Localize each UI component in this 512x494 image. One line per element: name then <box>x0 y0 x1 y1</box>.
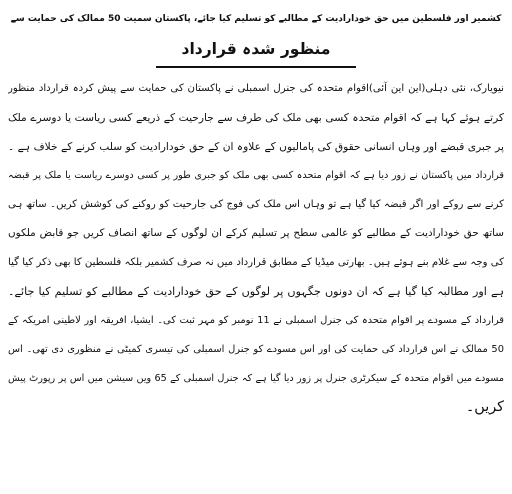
body-line: ساتھ حق خودارادیت کے مطالبے کو عالمی سطح پر تسلیم کرکے ان لوگوں کے ساتھ انصاف کریں جو قابض ملکوں <box>8 227 504 239</box>
headline-divider <box>156 66 356 68</box>
article-body <box>8 74 504 422</box>
body-line: قرارداد کے مسودے پر اقوام متحدہ کی جنرل اسمبلی نے 11 نومبر کو مہر ثبت کی۔ ایشیا، افریقہ اور لاطینی امریکہ کے <box>8 315 504 326</box>
body-line: کرتے ہوئے کہا ہے کہ اقوام متحدہ کسی بھی ملک کی طرف سے جارحیت کے ذریعے کسی ریاست یا دوسرے ملک <box>8 111 504 124</box>
body-line: پر جبری قبضے اور وہاں انسانی حقوق کی پامالیوں کے علاوہ ان کے حق خودارادیت کو سلب کرنے کے خلاف ہے ۔ <box>8 140 504 153</box>
body-line: قرارداد میں پاکستان نے زور دیا ہے کہ اقوام متحدہ کسی بھی ملک کو جبری طور پر کسی دوسرے ریاست یا ملک پر قبضہ <box>8 170 504 181</box>
body-line: کریں۔ <box>465 399 504 415</box>
body-line: کرنے سے روکے اور اگر قبضہ کیا گیا ہے تو وہاں اس ملک کی فوج کی جارحیت کو روکنے کی کوشش کریں۔ ساتھ ہی <box>8 199 504 210</box>
body-line: ہے اور مطالبہ کیا گیا ہے کہ ان دونوں جگہوں پر لوگوں کے حق خودارادیت کے مطالبے کو تسلیم کیا جائے۔ <box>8 285 504 298</box>
headline-line: منظور شدہ قرارداد <box>181 40 331 58</box>
headline-line: کشمیر اور فلسطین میں حق خودارادیت کے مطالبے کو تسلیم کیا جائے، پاکستان سمیت 50 ممالک کی حمایت سے <box>10 14 502 24</box>
body-line: نیویارک، نئی دہلی(این این آئی)اقوام متحدہ کی جنرل اسمبلی نے پاکستان کی حمایت سے پیش کردہ قرارداد منظور <box>8 83 504 94</box>
body-line: 50 ممالک نے اس قرارداد کی حمایت کی اور اس مسودے کو جنرل اسمبلی کی تیسری کمیٹی نے منظوری دی تھی۔ اس <box>8 344 504 355</box>
news-article <box>8 4 504 422</box>
body-line: مسودے میں اقوام متحدہ کے سیکرٹری جنرل پر زور دیا گیا ہے کہ جنرل اسمبلی کے 65 ویں سیشن میں اس پر رپورٹ پیش <box>8 373 504 384</box>
body-line: کی وجہ سے غلام بنے ہوئے ہیں۔ بھارتی میڈیا کے مطابق قرارداد میں نہ صرف کشمیر بلکہ فلسطین کا بھی ذکر کیا گیا <box>8 257 504 268</box>
article-headline <box>8 4 504 64</box>
